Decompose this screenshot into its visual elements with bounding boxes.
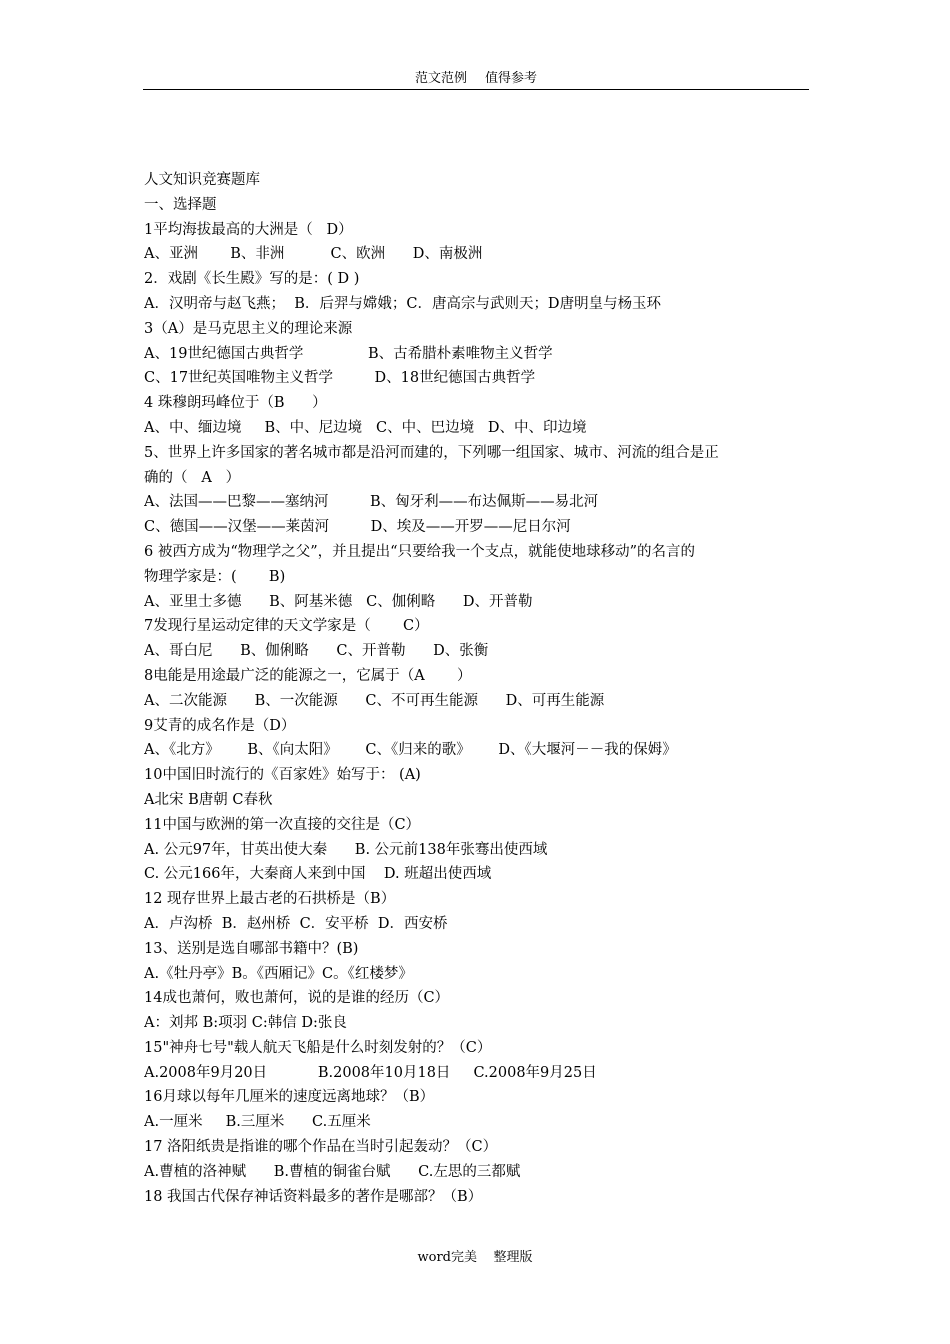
- text-line: A北宋 B唐朝 C春秋: [144, 791, 273, 808]
- text-line: 11中国与欧洲的第一次直接的交往是（C）: [144, 816, 421, 833]
- text-line: A、二次能源 B、一次能源 C、不可再生能源 D、可再生能源: [144, 692, 605, 709]
- text-line: A.2008年9月20日 B.2008年10月18日 C.2008年9月25日: [144, 1064, 597, 1081]
- text-line: 7发现行星运动定律的天文学家是（ C）: [144, 618, 429, 635]
- page-header: [143, 70, 809, 88]
- text-line: A、亚里士多德 B、阿基米德 C、伽俐略 D、开普勒: [144, 593, 533, 610]
- text-line: A、法国——巴黎——塞纳河 B、匈牙利——布达佩斯——易北河: [144, 494, 599, 511]
- text-line: A、《北方》 B、《向太阳》 C、《归来的歌》 D、《大堰河－－我的保姆》: [144, 742, 677, 759]
- document-body: [144, 168, 808, 1209]
- text-line: 8电能是用途最广泛的能源之一，它属于（A ）: [144, 667, 472, 684]
- text-line: A．卢沟桥 B．赵州桥 C．安平桥 D．西安桥: [144, 915, 448, 932]
- text-line: A、中、缅边境 B、中、尼边境 C、中、巴边境 D、中、印边境: [144, 419, 587, 436]
- text-line: A、19世纪德国古典哲学 B、古希腊朴素唯物主义哲学: [144, 345, 553, 362]
- text-line: A：刘邦 B:项羽 C:韩信 D:张良: [144, 1015, 347, 1032]
- text-line: A.《牡丹亭》B。《西厢记》C。《红楼梦》: [144, 965, 413, 982]
- text-line: 5、世界上许多国家的著名城市都是沿河而建的，下列哪一组国家、城市、河流的组合是正: [144, 444, 719, 461]
- text-line: A. 公元97年，甘英出使大秦 B. 公元前138年张骞出使西域: [144, 841, 548, 858]
- text-line: C. 公元166年，大秦商人来到中国 D. 班超出使西域: [144, 866, 492, 883]
- text-line: 12 现存世界上最古老的石拱桥是（B）: [144, 891, 396, 908]
- text-line: A．汉明帝与赵飞燕； B．后羿与嫦娥；C．唐高宗与武则天；D唐明皇与杨玉环: [144, 295, 662, 312]
- text-line: 物理学家是：( B): [144, 568, 286, 585]
- text-line: 2．戏剧《长生殿》写的是：( D ): [144, 271, 360, 288]
- text-line: 确的（ A ）: [144, 469, 241, 486]
- text-line: 10中国旧时流行的《百家姓》始写于： (A): [144, 767, 421, 784]
- text-line: 15"神舟七号"载人航天飞船是什么时刻发射的？（C）: [144, 1039, 492, 1056]
- page-footer: word完美 整理版: [417, 1250, 533, 1265]
- header-right-text: 值得参考: [485, 71, 538, 86]
- text-line: C、德国——汉堡——莱茵河 D、埃及——开罗——尼日尔河: [144, 519, 571, 536]
- text-line: 18 我国古代保存神话资料最多的著作是哪部？（B）: [144, 1188, 483, 1205]
- text-line: 17 洛阳纸贵是指谁的哪个作品在当时引起轰动？（C）: [144, 1139, 498, 1156]
- text-line: 4 珠穆朗玛峰位于（B ）: [144, 395, 327, 412]
- text-line: 9艾青的成名作是（D）: [144, 717, 296, 734]
- text-line: A.曹植的洛神赋 B.曹植的铜雀台赋 C.左思的三都赋: [144, 1163, 521, 1180]
- text-line: C、17世纪英国唯物主义哲学 D、18世纪德国古典哲学: [144, 370, 536, 387]
- document-title: 人文知识竞赛题库: [144, 172, 260, 188]
- text-line: 6 被西方成为“物理学之父”，并且提出“只要给我一个支点，就能使地球移动”的名言的: [144, 543, 695, 560]
- section-heading: 一、选择题: [144, 196, 217, 213]
- text-line: 1平均海拔最高的大洲是（ D）: [144, 221, 353, 238]
- header-left-text: 范文范例: [414, 71, 467, 86]
- text-line: 3（A）是马克思主义的理论来源: [144, 320, 353, 337]
- header-rule: [143, 89, 809, 90]
- text-line: A、哥白尼 B、伽俐略 C、开普勒 D、张衡: [144, 643, 489, 660]
- text-line: 14成也萧何，败也萧何，说的是谁的经历（C）: [144, 990, 450, 1007]
- text-line: 13、送别是选自哪部书籍中？(B): [144, 940, 359, 957]
- text-line: A、亚洲 B、非洲 C、欧洲 D、南极洲: [144, 246, 483, 263]
- text-line: A.一厘米 B.三厘米 C.五厘米: [144, 1114, 371, 1131]
- text-line: 16月球以每年几厘米的速度远离地球？（B）: [144, 1089, 435, 1106]
